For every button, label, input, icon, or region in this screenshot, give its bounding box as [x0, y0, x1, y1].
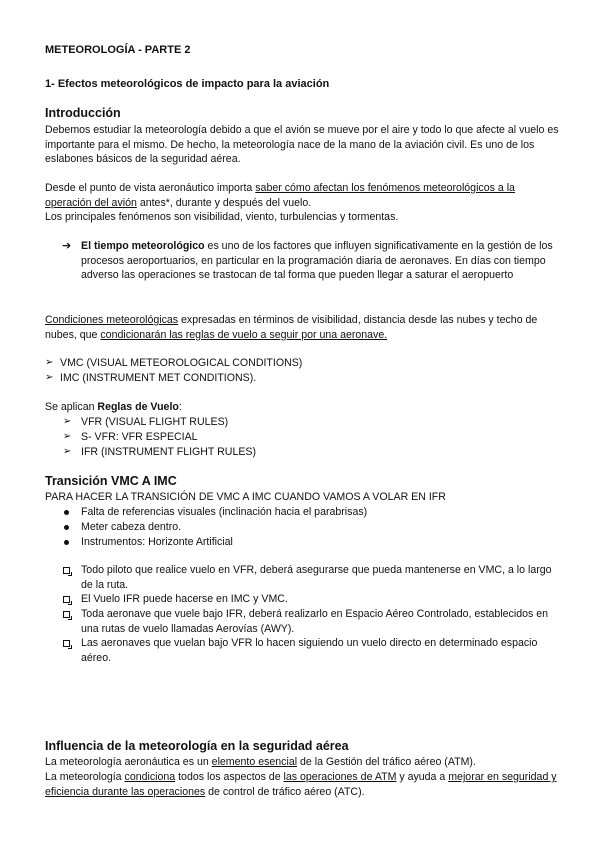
- text-span: de la Gestión del tráfico aéreo (ATM).: [297, 756, 476, 768]
- arrow-icon: ➔: [62, 240, 72, 252]
- flight-rule-item: VFR (VISUAL FLIGHT RULES): [81, 416, 229, 428]
- text-span: expresadas en términos de visibilidad, distancia desde las nubes y techo de nubes, que: [45, 314, 538, 341]
- influence-line-2: [45, 770, 560, 799]
- flight-rules-intro: [45, 400, 560, 415]
- rule-note: Toda aeronave que vuele bajo IFR, deberá realizarlo en Espacio Aéreo Controlado, establecidos en una rutas de vuelo llamadas Aerovías (AWY).: [81, 608, 549, 635]
- underlined-text: las operaciones de ATM: [283, 771, 397, 783]
- transition-heading: Transición VMC A IMC: [45, 474, 177, 488]
- transition-subtitle: PARA HACER LA TRANSICIÓN DE VMC A IMC CUANDO VAMOS A VOLAR EN IFR: [45, 491, 446, 503]
- transition-bullet: Meter cabeza dentro.: [81, 521, 182, 533]
- bold-text: El tiempo meteorológico: [81, 240, 205, 252]
- conditions-paragraph: [45, 313, 560, 342]
- text-span: todos los aspectos de: [175, 771, 284, 783]
- rule-note: El Vuelo IFR puede hacerse en IMC y VMC.: [81, 593, 288, 605]
- text-span: :: [178, 401, 182, 413]
- checkbox-bullet-icon: [63, 567, 70, 574]
- document-title: METEOROLOGÍA - PARTE 2: [45, 44, 191, 56]
- bullet-dot-icon: [64, 525, 69, 530]
- text-span: La meteorología aeronáutica es un: [45, 756, 212, 768]
- intro-heading: Introducción: [45, 106, 121, 120]
- underlined-text: elemento esencial: [211, 756, 298, 768]
- text-span: Desde el punto de vista aeronáutico importa: [45, 182, 256, 194]
- flight-rule-item: IFR (INSTRUMENT FLIGHT RULES): [81, 446, 257, 458]
- underlined-text: condicionarán las reglas de vuelo a seguir por una aeronave.: [100, 328, 388, 341]
- condition-item: IMC (INSTRUMENT MET CONDITIONS).: [60, 372, 257, 384]
- rule-note: Las aeronaves que vuelan bajo VFR lo hacen siguiendo un vuelo directo en determinado espacio aéreo.: [81, 637, 538, 664]
- influence-heading: Influencia de la meteorología en la seguridad aérea: [45, 739, 349, 753]
- condition-item: VMC (VISUAL METEOROLOGICAL CONDITIONS): [60, 357, 303, 369]
- text-span: y ayuda a: [396, 771, 449, 783]
- checkbox-bullet-icon: [63, 640, 70, 647]
- arrowhead-bullet-icon: ➢: [63, 431, 72, 442]
- arrowhead-bullet-icon: ➢: [63, 446, 72, 457]
- weather-factor-paragraph: [81, 239, 561, 283]
- influence-line-1: [45, 755, 560, 770]
- text-span: La meteorología: [45, 771, 125, 783]
- underlined-text: saber cómo afectan los fenómenos meteorológicos a la operación del avión: [45, 182, 515, 209]
- bullet-dot-icon: [64, 510, 69, 515]
- underlined-text: Condiciones meteorológicas: [45, 314, 179, 326]
- arrowhead-bullet-icon: ➢: [45, 372, 54, 383]
- intro-paragraph-3: Los principales fenómenos son visibilidad, viento, turbulencias y tormentas.: [45, 211, 399, 223]
- section-heading: 1- Efectos meteorológicos de impacto para la aviación: [45, 78, 330, 90]
- arrowhead-bullet-icon: ➢: [63, 416, 72, 427]
- intro-paragraph-2: [45, 181, 560, 210]
- bold-text: Reglas de Vuelo: [97, 401, 179, 413]
- text-span: es uno de los factores que influyen significativamente en la gestión de los procesos aeroportuarios, en particular en la programación diaria de aeronaves. En días con tiempo adverso las operaciones se trastocan de tal forma que pueden llegar a saturar el aeropuerto: [81, 240, 553, 281]
- transition-bullet: Falta de referencias visuales (inclinación hacia el parabrisas): [81, 506, 368, 518]
- bullet-dot-icon: [64, 540, 69, 545]
- text-span: Se aplican: [45, 401, 98, 413]
- underlined-text: mejorar en seguridad y eficiencia durante las operaciones: [45, 771, 557, 798]
- text-span: antes*, durante y después del vuelo.: [136, 196, 312, 209]
- rule-note: Todo piloto que realice vuelo en VFR, deberá asegurarse que pueda mantenerse en VMC, a lo largo de la ruta.: [81, 564, 552, 591]
- transition-bullet: Instrumentos: Horizonte Artificial: [81, 536, 233, 548]
- underlined-text: condiciona: [124, 771, 176, 783]
- checkbox-bullet-icon: [63, 596, 70, 603]
- text-span: de control de tráfico aéreo (ATC).: [205, 785, 365, 798]
- flight-rule-item: S- VFR: VFR ESPECIAL: [81, 431, 198, 443]
- arrowhead-bullet-icon: ➢: [45, 357, 54, 368]
- intro-paragraph-1: Debemos estudiar la meteorología debido a que el avión se mueve por el aire y todo lo que afecte al vuelo es importante para el mismo. De hecho, la meteorología nace de la mano de la aviación civil. Es uno de los eslabones básicos de la seguridad aérea.: [45, 124, 559, 165]
- checkbox-bullet-icon: [63, 611, 70, 618]
